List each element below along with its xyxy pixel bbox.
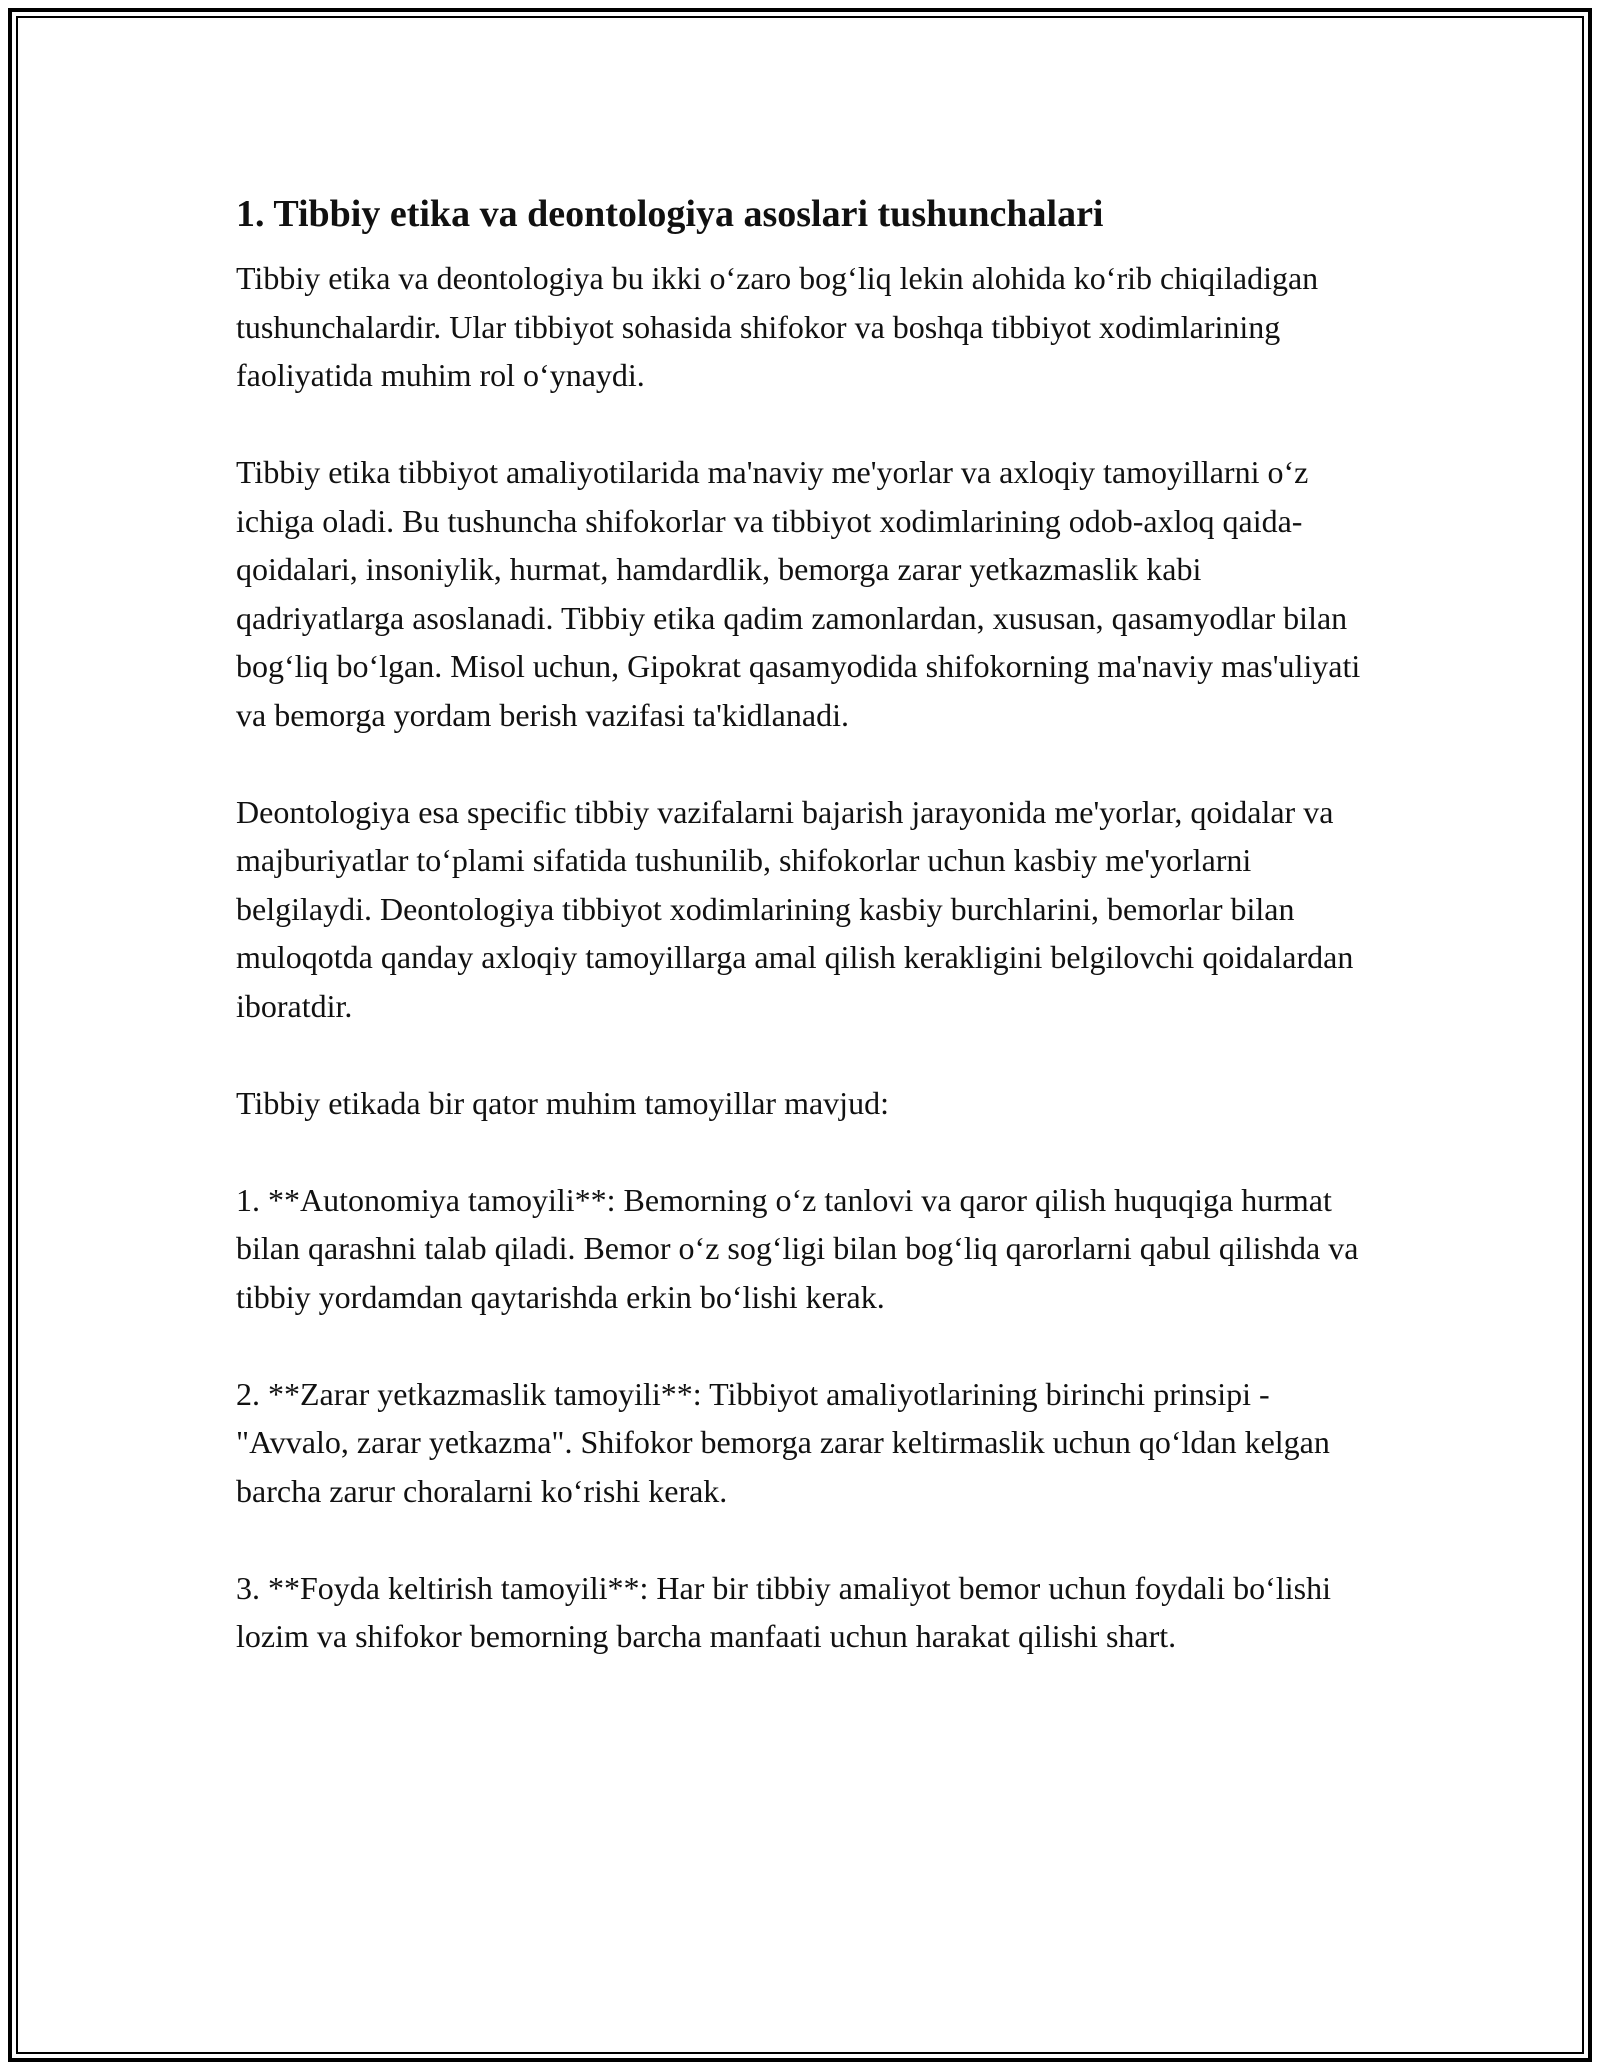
paragraph-principles-intro: Tibbiy etikada bir qator muhim tamoyillar mavjud: (236, 1084, 889, 1121)
section-heading: 1. Tibbiy etika va deontologiya asoslari tushunchalari (236, 193, 1104, 235)
paragraph-medical-ethics: Tibbiy etika tibbiyot amaliyotilarida ma'naviy me'yorlar va axloqiy tamoyillarni o‘z ichiga oladi. Bu tushuncha shifokorlar va tibbiyot xodimlarining odob-axloq qaida-qoidalari, insoniylik, hurmat, hamdardlik, bemorga zarar yetkazmaslik kabi qadriyatlarga asoslanadi. Tibbiy etika qadim zamonlardan, xususan, qasamyodlar bilan bog‘liq bo‘lgan. Misol uchun, Gipokrat qasamyodida shifokorning ma'naviy mas'uliyati va bemorga yordam berish vazifasi ta'kidlanadi. (236, 454, 1361, 733)
paragraph-deontology: Deontologiya esa specific tibbiy vazifalarni bajarish jarayonida me'yorlar, qoidalar va majburiyatlar to‘plami sifatida tushunilib, shifokorlar uchun kasbiy me'yorlarni belgilaydi. Deontologiya tibbiyot xodimlarining kasbiy burchlarini, bemorlar bilan muloqotda qanday axloqiy tamoyillarga amal qilish kerakligini belgilovchi qoidalardan iboratdir. (236, 793, 1354, 1024)
paragraph-intro: Tibbiy etika va deontologiya bu ikki o‘zaro bog‘liq lekin alohida ko‘rib chiqiladigan tushunchalardir. Ular tibbiyot sohasida shifokor va boshqa tibbiyot xodimlarining faoliyatida muhim rol o‘ynaydi. (236, 260, 1319, 393)
list-item-autonomy: 1. **Autonomiya tamoyili**: Bemorning o‘z tanlovi va qaror qilish huquqiga hurmat bilan qarashni talab qiladi. Bemor o‘z sog‘ligi bilan bog‘liq qarorlarni qabul qilishda va tibbiy yordamdan qaytarishda erkin bo‘lishi kerak. (236, 1181, 1359, 1315)
list-item-beneficence: 3. **Foyda keltirish tamoyili**: Har bir tibbiy amaliyot bemor uchun foydali bo‘lishi lozim va shifokor bemorning barcha manfaati uchun harakat qilishi shart. (236, 1569, 1331, 1654)
document-body (236, 186, 1366, 1661)
list-item-non-maleficence: 2. **Zarar yetkazmaslik tamoyili**: Tibbiyot amaliyotlarining birinchi prinsipi - "Avvalo, zarar yetkazma". Shifokor bemorga zarar keltirmaslik uchun qo‘ldan kelgan barcha zarur choralarni ko‘rishi kerak. (236, 1375, 1330, 1509)
